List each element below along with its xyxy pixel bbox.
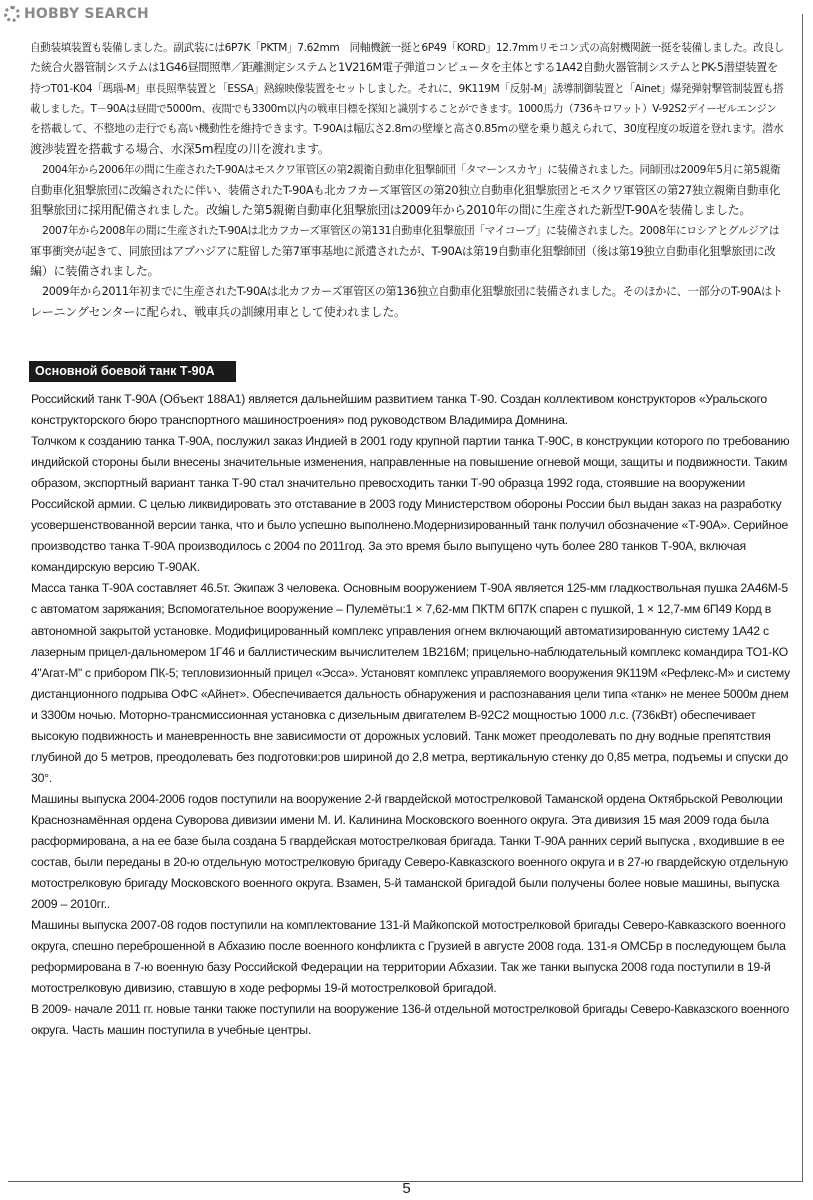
ru-line: 2009 – 2010гг..	[31, 897, 110, 912]
ru-line: Краснознамённая ордена Суворова дивизии имени М. И. Калинина Московского военного округа. Эта дивизия 15 мая 2009 года была	[31, 812, 769, 827]
ru-line: мотострелковую бригаду Московского военного округа. Взамен, 5-й таманской бригадой были получены более новые машины, выпуска	[31, 876, 780, 891]
jp-line: 2004年から2006年の間に生産されたT-90Aはモスクワ軍管区の第2親衛自動車化狙撃師団「タマーンスカヤ」に装備されました。同師団は2009年5月に第5親衛	[42, 163, 781, 176]
ru-line: Толчком к созданию танка Т-90А, послужил заказ Индией в 2001 году крупной партии танка Т-90С, в конструкции которого по требованию	[31, 434, 790, 449]
ru-line: округа, спешно переброшенной в Абхазию после военного конфликта с Грузией в августе 2008 года. 131-я ОМСБр в последующем была	[31, 939, 786, 954]
ru-line: расформирована, а на ее базе была создана 5 гвардейская мотострелковая бригада. Танки Т-90А ранних серий выпуска , входившие в ее	[31, 833, 785, 848]
ru-line: мотострелковую дивизию, ставшую в ходе реформы 19-й мотострелковой бригадой.	[31, 981, 497, 996]
ru-line: автономной закрытой установке. Модифицированный комплекс управления огнем включающий автоматизированную систему 1А42 с	[31, 623, 769, 638]
jp-line: 渡渉装置を搭載する場合、水深5m程度の川を渡れます。	[30, 142, 330, 157]
jp-line: 2009年から2011年初までに生産されたT-90Aは北カフカーズ軍管区の第136独立自動車化狙撃旅団に装備されました。そのほかに、一部分のT-90Aはト	[42, 284, 783, 298]
jp-line: 軍事衝突が起きて、同旅団はアブハジアに駐留した第7軍事基地に派遣されたが、T-90Aは第19自動車化狙撃師団（後は第19独立自動車化狙撃旅団に改	[30, 243, 776, 258]
ru-line: Масса танка Т-90А составляет 46.5т. Экипаж 3 человека. Основным вооружением Т-90А является 125-мм гладкоствольная пушка 2А46М-5	[31, 581, 788, 596]
ru-line: командирскую версию Т-90АК.	[31, 560, 200, 575]
ru-line: производство танка Т-90А производилось с 2004 по 2011год. За это время было выпущено чуть более 280 танков Т-90А, включая	[31, 539, 746, 554]
watermark-text: HOBBY SEARCH	[24, 6, 149, 22]
jp-line: 持つT01-K04「瑪瑙-M」車長照準装置と「ESSA」熱線映像装置をセットしました。それに、9K119M「反射-M」誘導制御装置と「Ainet」爆発弾射撃管制装置も搭	[30, 82, 784, 95]
ru-line: 4"Агат-М" с прибором ПК-5; тепловизионный прицел «Эсса». Установят комплекс управляемого вооружения 9К119М «Рефлекс-М» и систему	[31, 665, 790, 680]
ru-line: 30°.	[31, 770, 53, 785]
ru-line: В 2009- начале 2011 гг. новые танки также поступили на вооружение 136-й отдельной мотострелковой бригады Северо-Кавказского военного	[31, 1002, 790, 1017]
ru-line: реформирована в 7-ю военную базу Российской Федерации на территории Абхазии. Так же танки выпуска 2008 года поступили в 19-й	[31, 960, 771, 975]
ru-line: дистанционного подрыва ОФС «Айнет». Обеспечивается дальность обнаружения и распознавания цели типа «танк» не менее 5000м днем	[31, 686, 789, 701]
gear-logo-icon	[4, 6, 20, 22]
jp-line: 編）に装備されました。	[30, 264, 160, 279]
jp-line: 自動車化狙撃旅団に改編されたに伴い、装備されたT-90Aも北カフカーズ軍管区の第20独立自動車化狙撃旅団とモスクワ軍管区の第27独立親衛自動車化	[30, 183, 780, 198]
ru-line: округа. Часть машин поступила в учебные центры.	[31, 1023, 311, 1038]
ru-line: Машины выпуска 2007-08 годов поступили на комплектование 131-й Майкопской мотострелковой бригады Северо-Кавказского военного	[31, 918, 786, 933]
ru-line: высокую подвижность и маневренность вне зависимости от дорожных условий. Танк может преодолевать по дну водные препятствия	[31, 728, 771, 743]
jp-line: を搭載して、不整地の走行でも高い機動性を維持できます。T-90Aは幅広さ2.8mの壁壕と高さ0.85mの壁を乗り越えられて、30度程度の坂道を登れます。潜水	[30, 122, 784, 136]
jp-line: 2007年から2008年の間に生産されたT-90Aは北カフカーズ軍管区の第131自動車化狙撃旅団「マイコープ」に装備されました。2008年にロシアとグルジアは	[42, 223, 780, 237]
ru-line: Российской армии. С целью ликвидировать это отставание в 2003 году Министерством обороны России был выдан заказ на разработку	[31, 497, 782, 512]
ru-line: Российский танк Т-90А (Объект 188А1) является дальнейшим развитием танка Т-90. Создан коллективом конструкторов «Уральского	[31, 392, 768, 406]
ru-line: конструкторского бюро транспортного машиностроения» под руководством Владимира Домнина.	[31, 413, 568, 428]
jp-line: レーニングセンターに配られ、戦車兵の訓練用車として使われました。	[30, 304, 406, 319]
watermark-logo	[4, 4, 149, 24]
ru-line: образом, экспортный вариант танка Т-90 стал значительно превосходить танки Т-90 образца 1992 года, стоявшие на вооружении	[31, 476, 746, 491]
section-heading: Основной боевой танк Т-90А	[29, 361, 236, 382]
jp-line: た統合火器管制システムは1G46昼間照準／距離測定システムと1V216M電子弾道コンピュータを主体とする1A42自動火器管制システムとPK-5潜望装置を	[30, 61, 778, 75]
jp-line: 載しました。T－90Aは昼間で5000m、夜間でも3300m以内の戦車目標を探知と識別することができます。1000馬力（736キロワット）V-92S2デイーゼルエンジン	[30, 102, 777, 115]
ru-line: и 3300м ночью. Моторно-трансмиссионная установка с дизельным двигателем В-92С2 мощностью 1000 л.с. (736кВт) обеспечивает	[31, 707, 756, 722]
ru-line: усовершенствованной версии танка, что и было успешно выполнено.Модернизированный танк получил обозначение «Т-90А». Серийное	[31, 518, 789, 533]
russian-text-block	[31, 389, 791, 1041]
japanese-text-block	[30, 38, 785, 322]
jp-line: 自動装填装置も装備しました。副武装には6P7K「PKTM」7.62mm 同軸機銃一挺と6P49「KORD」12.7mmリモコン式の高射機関銃一挺を装備しました。改良し	[30, 42, 784, 54]
ru-line: индийской стороны были внесены значительные изменения, направленные на повышение огневой мощи, защиты и подвижности. Таким	[31, 455, 788, 470]
ru-line: лазерным прицел-дальномером 1Г46 и баллистическим вычислителем 1В216М; прицельно-наблюдательный комплекс командира ТО1-КО	[31, 644, 788, 659]
page-number: 5	[402, 1180, 411, 1197]
ru-line: Машины выпуска 2004-2006 годов поступили на вооружение 2-й гвардейской мотострелковой Таманской ордена Октябрьской Революции	[31, 791, 783, 806]
ru-line: состав, были переданы в 20-ю отдельную мотострелковую бригаду Северо-Кавказского военного округа и в 27-ю гвардейскую отдельную	[31, 855, 788, 870]
jp-line: 狙撃旅団に採用配備されました。改編した第5親衛自動車化狙撃旅団は2009年から2010年の間に生産された新型T-90Aを装備しました。	[30, 203, 752, 218]
ru-line: с автоматом заряжания; Вспомогательное вооружение – Пулемёты:1 × 7,62-мм ПКТМ 6П7К спарен с пушкой, 1 × 12,7-мм 6П49 Корд в	[31, 602, 772, 617]
ru-line: глубиной до 5 метров, преодолевать без подготовки:ров шириной до 2,8 метра, вертикальную стенку до 0,85 метра, подъемы и спуски до	[31, 749, 788, 764]
